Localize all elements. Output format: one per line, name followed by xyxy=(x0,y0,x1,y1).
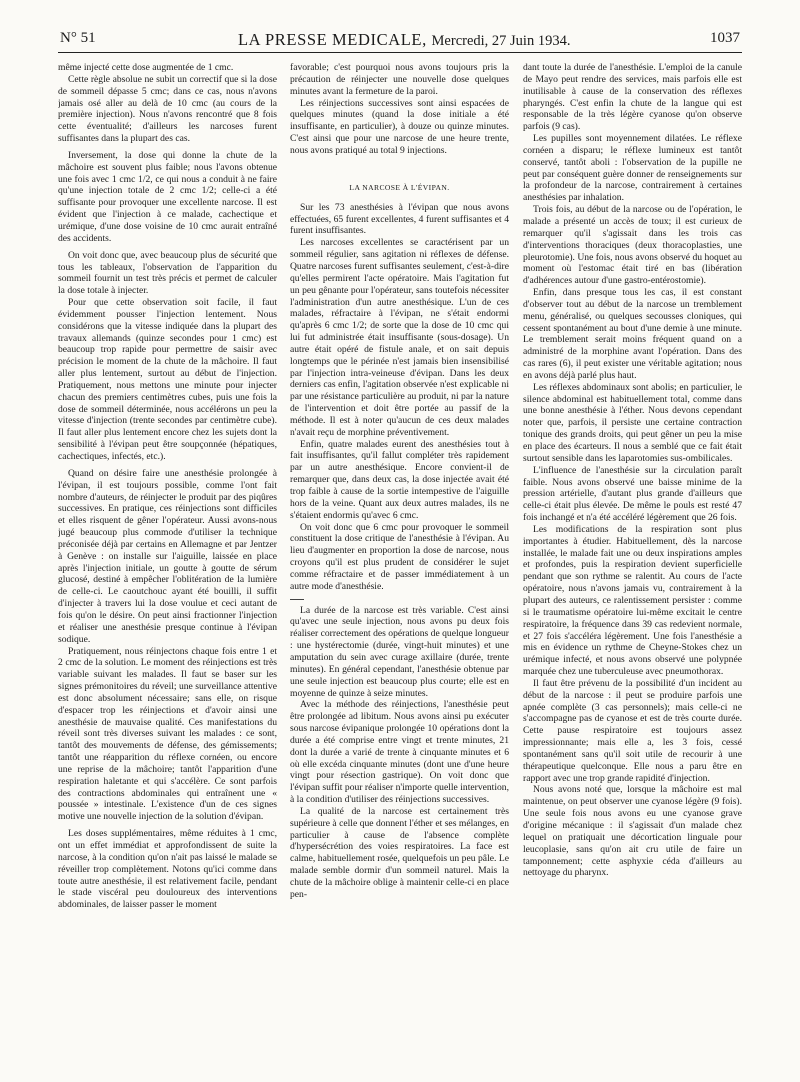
paragraph: même injecté cette dose augmentée de 1 cmc. xyxy=(58,62,234,73)
paragraph: Inversement, la dose qui donne la chute de la mâchoire est souvent plus faible; nous l'avons obtenue une fois avec 1 cmc 1/2, ce qui nous a conduit à ne faire qu'une injection totale de 2 cmc 1/2; celle-ci a été suffisante pour provoquer une excellente narcose. Il est évident que l'injection à ce malade, cachectique et urémique, d'une dose voisine de 10 cmc aurait entraîné des accidents. xyxy=(58,149,277,244)
paragraph: On voit donc que, avec beaucoup plus de sécurité que tous les tableaux, l'observation de l'apparition du sommeil fournit un test très précis et permet de calculer la dose totale à injecter. xyxy=(58,249,277,297)
paragraph: Sur les 73 anesthésies à l'évipan que nous avons effectuées, 65 furent excellentes, 4 furent suffisantes et 4 furent insuffisantes. xyxy=(290,201,509,237)
paragraph: Il faut être prévenu de la possibilité d'un incident au début de la narcose : il peut se produire parfois une apnée complète (3 cas personnels); mais celle-ci ne s'accompagne pas de cyanose et est de très courte durée. Cette pause respiratoire est toujours assez impressionnante; mais elle a, les 3 fois, cessé spontanément sans qu'il soit utile de recourir à une thérapeutique quelconque. Elle nous a paru être en rapport avec une trop grande rapidité d'injection. xyxy=(523,677,742,784)
paragraph: Enfin, dans presque tous les cas, il est constant d'observer tout au début de la narcose un tremblement menu, généralisé, ou quelques secousses cloniques, qui cessent spontanément au bout d'une demie à une minute. Le tremblement serait moins fréquent quand on a administré de la morphine avant l'opération. Dans des cas rares (6), il peut exister une véritable agitation; nous en avons déjà parlé plus haut. xyxy=(523,287,742,381)
section-heading: LA NARCOSE À L'ÉVIPAN. xyxy=(349,182,450,192)
paragraph: Les réinjections successives sont ainsi espacées de quelques minutes (quand la dose initiale a été insuffisante, en particulier), à douze ou quinze minutes. C'est ainsi que pour une narcose de une heure trente, nous avons pratiqué au total 9 injections. xyxy=(290,97,509,156)
running-header xyxy=(58,12,742,53)
paragraph: Les pupilles sont moyennement dilatées. Le réflexe cornéen a disparu; le réflexe lumineux est tantôt conservé, tantôt aboli : l'observation de la pupille ne peut par conséquent guère donner de renseignements sur la profondeur de la narcose, contrairement à certaines anesthésies par inhalation. xyxy=(523,133,742,204)
journal-name: LA PRESSE MEDICALE, xyxy=(238,30,427,49)
paragraph: Les narcoses excellentes se caractérisent par un sommeil régulier, sans agitation ni réflexes de défense. Quatre narcoses furent suffisantes seulement, c'est-à-dire qu'elles permirent l'acte opératoire. Mais l'agitation fut un peu gênante pour l'opérateur, sans toutefois nécessiter l'administration d'un autre anesthésique. L'un de ces malades, réfractaire à l'évipan, ne s'était endormi qu'après 6 cmc 1/2; de sorte que la dose de 10 cmc qui lui fut administrée était insuffisante (sous-dosage). Un autre était opéré de fistule anale, et on sait depuis longtemps que le périnée n'est jamais bien insensibilisé par l'injection intra-veineuse d'évipan. Dans les deux derniers cas enfin, l'agitation observée n'est explicable ni par une résistance particulière au produit, ni par la nature de l'intervention et doit être portée au passif de la méthode. Il est à noter qu'aucun de ces deux malades n'avait reçu de morphine préventivement. xyxy=(290,237,509,438)
paragraph: La durée de la narcose est très variable. C'est ainsi qu'avec une seule injection, nous avons pu deux fois réaliser correctement des opérations de quelque longueur : une hystérectomie (durée, vingt-huit minutes) et une amputation du sein avec curage axillaire (durée, trente minutes). En général cependant, l'anesthésie obtenue par une seule injection est beaucoup plus courte; elle est en moyenne de quinze à seize minutes. xyxy=(290,604,509,699)
paragraph: Cette règle absolue ne subit un correctif que si la dose de sommeil dépasse 5 cmc; dans ce cas, nous n'avons jamais osé aller au delà de 10 cmc (au cours de la première injection). Nous n'avons rencontré que 8 fois cette éventualité; d'ailleurs les narcoses furent suffisantes dans la plupart des cas. xyxy=(58,73,277,145)
paragraph: L'influence de l'anesthésie sur la circulation paraît faible. Nous avons observé une baisse minime de la pression artérielle, d'autant plus grande d'ailleurs que celle-ci était plus élevée. De même le pouls est resté 47 fois inchangé et n'a été accéléré légèrement que 26 fois. xyxy=(523,464,742,524)
paragraph: Avec la méthode des réinjections, l'anesthésie peut être prolongée ad libitum. Nous avons ainsi pu exécuter sous narcose évipanique prolongée 10 opérations dont la durée a été comprise entre vingt et trente minutes, 21 dont la durée a varié de trente à cinquante minutes et 6 où elle excéda cinquante minutes (dont une d'une heure vingt pour résection gastrique). On voit donc que l'évipan suffit pour réaliser n'importe quelle intervention, à la condition d'utiliser des réinjections successives. xyxy=(290,699,509,806)
paragraph: Trois fois, au début de la narcose ou de l'opération, le malade a présenté un accès de toux; il est curieux de remarquer qu'il s'agissait dans les trois cas d'interventions thoraciques (deux thoracoplasties, une pleurotomie). Une fois, nous avons observé du hoquet au moment où l'estomac était tiré en bas (libération d'adhérences autour d'une gastro-entérostomie). xyxy=(523,204,742,287)
column-2 xyxy=(290,62,509,1074)
paragraph: Pratiquement, nous réinjectons chaque fois entre 1 et 2 cmc de la solution. Le moment des réinjections est très variable suivant les malades. Il faut se baser sur les signes prémonitoires du réveil; une surveillance attentive est donc absolument nécessaire; sans elle, on risque d'espacer trop les réinjections et d'avoir ainsi une anesthésie de mauvaise qualité. Ces manifestations du réveil sont très diverses suivant les malades : ce sont, tantôt des mouvements de défense, des gémissements; tantôt une réapparition du réflexe cornéen, ou encore une reprise de la mâchoire; tantôt l'apparition d'une respiration haletante et qui s'accélère. Ce sont parfois des contractions abdominales qui entraînent une « poussée » intestinale. L'existence d'un de ces signes motive une nouvelle injection de la solution d'évipan. xyxy=(58,645,277,823)
column-3 xyxy=(523,62,742,1074)
issue-date: Mercredi, 27 Juin 1934. xyxy=(431,33,571,49)
paragraph: La qualité de la narcose est certainement très supérieure à celle que donnent l'éther et ses mélanges, en particulier à cause de l'absence complète d'hypersécrétion des voies respiratoires. La face est calme, habituellement rosée, quelquefois un peu pâle. Le malade semble dormir d'un sommeil naturel. Mais la chute de la mâchoire oblige à maintenir celle-ci en place pen- xyxy=(290,805,509,900)
paragraph: Les modifications de la respiration sont plus importantes à étudier. Habituellement, dès la narcose installée, le malade fait une ou deux inspirations amples et profondes, puis la respiration devient superficielle pendant que son rythme se ralentit. Au cours de l'acte opératoire, nous n'avons jamais vu, contrairement à la plupart des auteurs, ce ralentissement persister : comme si le traumatisme opératoire lui-même excitait le centre respiratoire, la fréquence dans 39 cas redevient normale, et 27 fois s'accéléra légèrement. Une fois l'anesthésie a mis en évidence un rythme de Cheyne-Stokes chez un urémique infecté, et nous avons observé une polypnée marquée chez une tuberculeuse avec pneumothorax. xyxy=(523,523,742,678)
column-1 xyxy=(58,62,277,1074)
paragraph: Pour que cette observation soit facile, il faut évidemment pousser l'injection lentement. Nous considérons que la vitesse indiquée dans la plupart des travaux allemands (quinze secondes pour 1 cmc) est beaucoup trop rapide pour permettre de saisir avec précision le moment de la chute de la mâchoire. Il faut aller plus lentement, surtout au début de l'injection. Pratiquement, nous mettons une minute pour injecter chacun des premiers centimètres cubes, puis une fois la dose de sommeil déterminée, nous accélérons un peu la vitesse d'injection (trente secondes par centimètre cube). Il faut aller plus lentement encore chez les sujets dont la sensibilité à l'évipan peut être soupçonnée (hépatiques, cachectiques, infectés, etc.). xyxy=(58,297,277,462)
page-number: 1037 xyxy=(710,30,740,46)
paragraph: On voit donc que 6 cmc pour provoquer le sommeil constituent la dose critique de l'anesthésie à l'évipan. Au lieu d'augmenter en proportion la dose de narcose, nous croyons qu'il est plus prudent de considérer le sujet comme réfractaire et de passer immédiatement à un autre mode d'anesthésie. xyxy=(290,521,509,592)
paragraph: Les réflexes abdominaux sont abolis; en particulier, le silence abdominal est habituellement total, comme dans une bonne anesthésie à l'éther. Nous devons cependant noter que, parfois, il persiste une certaine contraction tonique des grands droits, qui peut gêner un peu la mise en place des écarteurs. Il nous a semblé que ce fait était surtout sensible dans les laparotomies sus-ombilicales. xyxy=(523,381,742,464)
paragraph: Les doses supplémentaires, même réduites à 1 cmc, ont un effet immédiat et approfondissent de suite la narcose, à la condition qu'on n'ait pas laissé le malade se réveiller trop complètement. Notons qu'ici comme dans toute autre anesthésie, il est relativement facile, pendant le stade viscéral peu douloureux des interventions abdominales, de laisser passer le moment xyxy=(58,828,277,911)
paragraph: favorable; c'est pourquoi nous avons toujours pris la précaution de réinjecter une nouvelle dose quelques minutes avant la fermeture de la paroi. xyxy=(290,62,509,97)
paragraph: Nous avons noté que, lorsque la mâchoire est mal maintenue, on peut observer une cyanose légère (9 fois). Une seule fois nous avons eu une cyanose grave d'origine mécanique : il s'agissait d'un malade chez lequel on pratiquait une décortication linguale pour leucoplasie, sans qu'on ait cru utile de faire un tamponnement; cette asphyxie céda d'ailleurs au nettoyage du pharynx. xyxy=(523,784,742,879)
journal-title xyxy=(238,30,570,50)
paragraph: dant toute la durée de l'anesthésie. L'emploi de la canule de Mayo peut rendre des services, mais parfois elle est inutilisable à cause de la conservation des réflexes pharyngés. C'est enfin la chute de la langue qui est responsable de la très légère cyanose qu'on observe parfois (9 cas). xyxy=(523,62,742,133)
article-body xyxy=(58,62,742,1074)
issue-number: N° 51 xyxy=(60,30,96,46)
paragraph: Quand on désire faire une anesthésie prolongée à l'évipan, il est toujours possible, comme l'ont fait nombre d'auteurs, de réinjecter le produit par des piqûres successives. En pratique, ces réinjections sont difficiles et elles risquent de gêner l'opérateur. Aussi avons-nous jugé beaucoup plus commode d'utiliser la technique préconisée déjà par certains en Allemagne et par Jentzer à Genève : on installe sur l'aiguille, laissée en place après l'injection initiale, un goutte à goutte de sérum glucosé, destiné à empêcher l'oblitération de la lumière de celle-ci. Le caoutchouc ayant été bouilli, il suffit d'injecter à travers lui la dose voulue et ceci autant de fois qu'on le désire. On peut ainsi fractionner l'injection et réaliser une anesthésie presque continue à l'évipan sodique. xyxy=(58,467,277,645)
paragraph: Enfin, quatre malades eurent des anesthésies tout à fait insuffisantes, qu'il fallut compléter très rapidement par un autre anesthésique. Encore convient-il de remarquer que, dans deux cas, la dose injectée avait été trop faible à cause de la sortie intempestive de l'aiguille hors de la veine. Quant aux deux autres malades, ils ne s'étaient endormis qu'avec 6 cmc. xyxy=(290,438,509,521)
